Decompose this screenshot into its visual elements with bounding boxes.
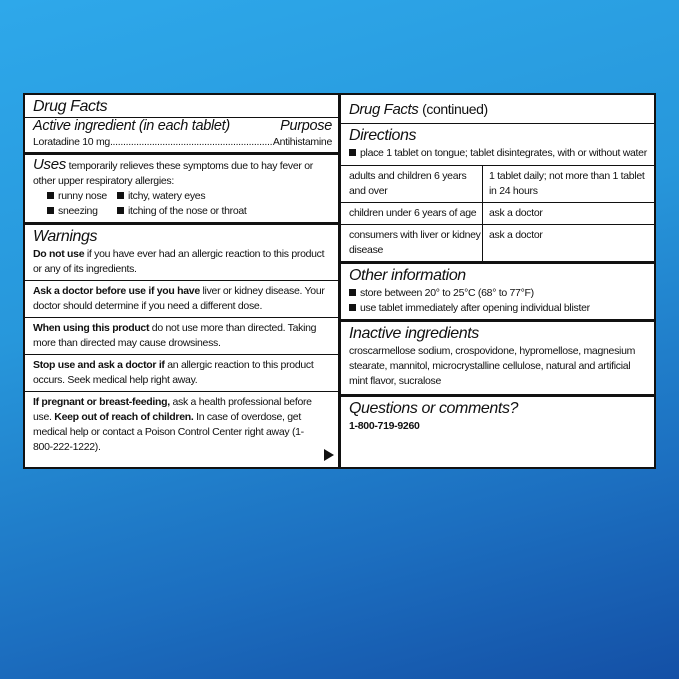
warnings-heading: Warnings: [33, 228, 98, 245]
inactive-ingredients-heading: Inactive ingredients: [349, 325, 479, 342]
purpose-value: Antihistamine: [272, 136, 332, 148]
table-cell-what: ask a doctor: [489, 229, 543, 241]
bullet-icon: [349, 304, 356, 311]
left-column: [25, 95, 341, 467]
drug-facts-title: Drug Facts: [33, 98, 108, 115]
directions-intro: place 1 tablet on tongue; tablet disintegrates, with or without water: [349, 146, 648, 161]
other-information-heading: Other information: [349, 267, 466, 284]
table-row: [341, 225, 654, 261]
list-item: sneezing: [47, 204, 117, 219]
table-cell-who: adults and children 6 years and over: [341, 166, 483, 202]
continue-arrow-icon: [324, 449, 334, 461]
uses-heading: Uses: [33, 156, 66, 173]
drug-facts-label: [23, 93, 656, 469]
warning-when-using: When using this product do not use more than directed. Taking more than directed may cause drowsiness.: [25, 318, 338, 355]
warning-stop-use: Stop use and ask a doctor if an allergic reaction to this product occurs. Seek medical help right away.: [25, 355, 338, 392]
questions-heading: Questions or comments?: [349, 400, 519, 417]
table-cell-what: 1 tablet daily; not more than 1 tablet in 24 hours: [489, 170, 645, 197]
active-ingredient-section: [25, 95, 338, 153]
warnings-section: [25, 225, 338, 467]
bullet-icon: [47, 192, 54, 199]
directions-heading: Directions: [349, 127, 417, 144]
right-column: [341, 95, 654, 467]
table-cell-what: ask a doctor: [489, 207, 543, 219]
table-cell-who: children under 6 years of age: [341, 203, 483, 224]
uses-text: temporarily relieves these symptoms due to hay fever or other upper respiratory allergies:: [33, 160, 313, 187]
other-information-section: [341, 264, 654, 322]
title-text: Drug Facts: [349, 101, 419, 118]
directions-section: [341, 124, 654, 264]
table-row: [341, 166, 654, 203]
leader-dots: [110, 135, 273, 150]
warning-pregnant-keep-out: If pregnant or breast-feeding, ask a health professional before use. Keep out of reach of children. In case of overdose, get medical help or contact a Poison Control Center right away (1-800-222-1222).: [33, 396, 312, 453]
purpose-heading: Purpose: [280, 118, 332, 134]
bullet-icon: [349, 289, 356, 296]
warning-do-not-use: Do not use if you have ever had an allergic reaction to this product or any of its ingredients.: [25, 247, 338, 281]
table-row: [341, 203, 654, 225]
list-item: itching of the nose or throat: [117, 204, 332, 219]
list-item: itchy, watery eyes: [117, 189, 332, 204]
ingredient-name: Loratadine 10 mg: [33, 136, 110, 148]
active-ingredient-heading: Active ingredient (in each tablet): [33, 118, 230, 134]
bullet-icon: [117, 207, 124, 214]
warning-ask-doctor: Ask a doctor before use if you have liver or kidney disease. Your doctor should determine if you need a different dose.: [25, 281, 338, 318]
continued-text: (continued): [422, 101, 488, 117]
questions-section: [341, 397, 654, 467]
uses-section: [25, 153, 338, 225]
continued-title-section: [341, 95, 654, 124]
directions-table: [341, 165, 654, 261]
uses-bullet-list: [33, 189, 332, 219]
list-item: runny nose: [47, 189, 117, 204]
table-cell-who: consumers with liver or kidney disease: [341, 225, 483, 261]
bullet-icon: [47, 207, 54, 214]
drug-facts-continued-title: [349, 99, 648, 120]
list-item: store between 20° to 25°C (68° to 77°F): [349, 286, 648, 301]
phone-number: 1-800-719-9260: [349, 420, 420, 432]
bullet-icon: [117, 192, 124, 199]
inactive-ingredients-section: [341, 322, 654, 397]
inactive-ingredients-text: croscarmellose sodium, crospovidone, hypromellose, magnesium stearate, mannitol, microcrystalline cellulose, natural and artificial mint flavor, sucralose: [349, 345, 636, 387]
list-item: use tablet immediately after opening individual blister: [349, 301, 648, 316]
bullet-icon: [349, 149, 356, 156]
